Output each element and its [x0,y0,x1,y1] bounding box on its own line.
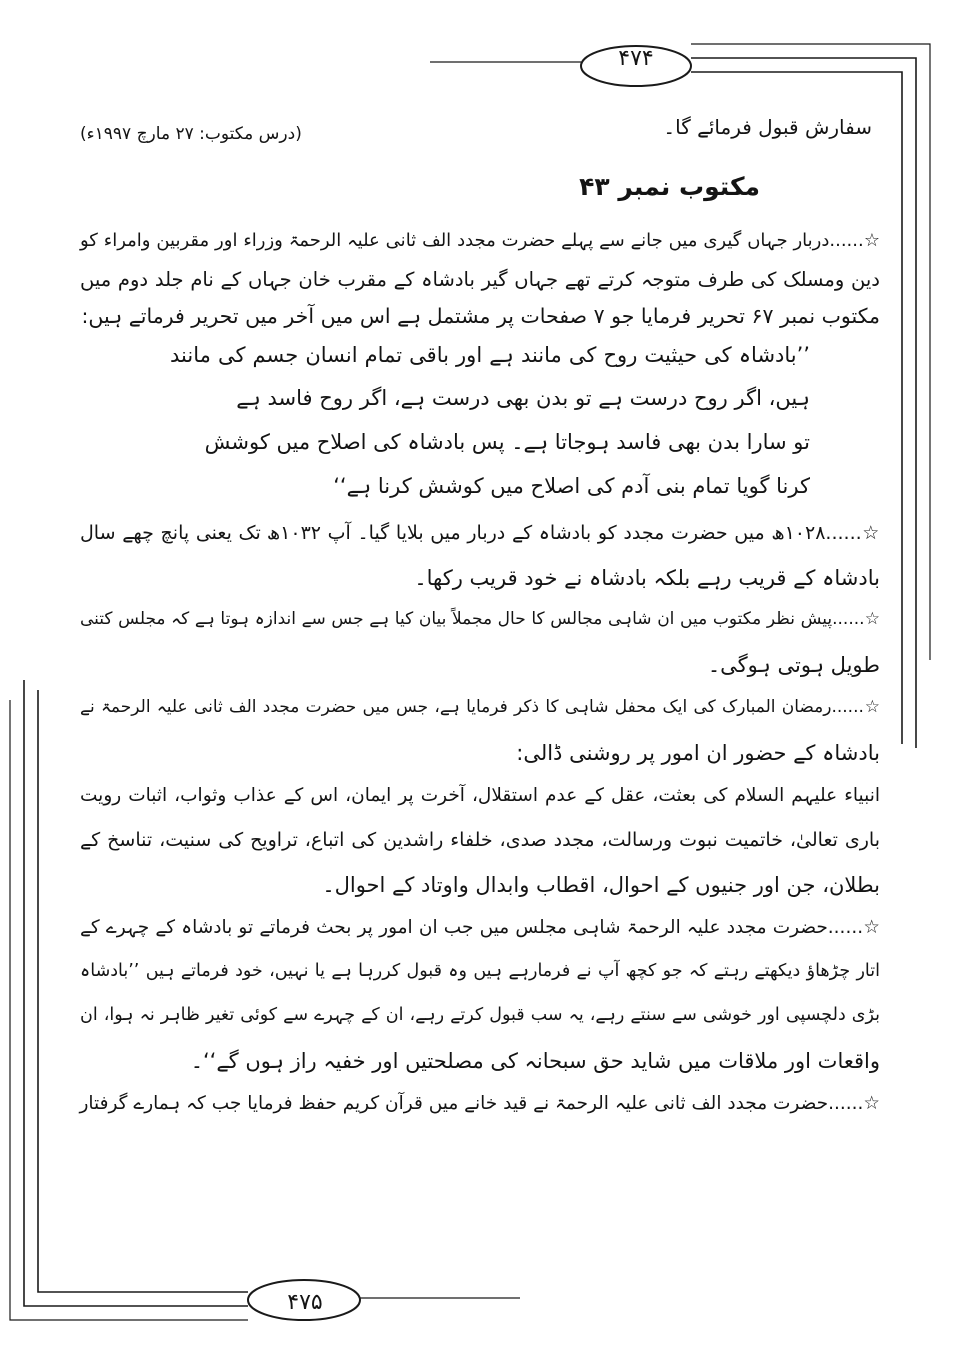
letter-title: مکتوب نمبر ۴۳ [579,172,760,201]
quote-line: ’’بادشاہ کی حیثیت روح کی مانند ہے اور باقی تمام انسان جسم کی مانند [170,343,810,367]
body-line: طویل ہوتی ہوگی۔ [707,653,880,677]
body-line: بادشاہ کے حضور ان امور پر روشنی ڈالی: [516,741,880,765]
bottom-frame-rule-inner [38,690,248,1292]
body-line: بطلان، جن اور جنیوں کے احوال، اقطاب وابدال واوتاد کے احوال۔ [322,873,880,897]
closing-line: سفارش قبول فرمائے گا۔ [663,115,872,139]
body-line: ☆......رمضان المبارک کی ایک محفل شاہی کا ذکر فرمایا ہے، جس میں حضرت مجدد الف ثانی علیہ الرحمۃ نے [80,697,880,717]
body-line: انبیاء علیہم السلام کی بعثت، عقل کے عدم استقلال، آخرت پر ایمان، اس کے عذاب وثواب، اثبات رویت [80,785,880,806]
body-line: بادشاہ کے قریب رہے بلکہ بادشاہ نے خود قریب رکھا۔ [414,566,880,590]
body-line: واقعات اور ملاقات میں شاید حق سبحانہ کی مصلحتیں اور خفیہ راز ہوں گے‘‘۔ [190,1049,880,1073]
body-line: دین ومسلک کی طرف متوجہ کرتے تھے جہاں گیر بادشاہ کے مقرب خان جہاں کے نام جلد دوم میں [80,268,880,291]
body-line: ☆......پیش نظر مکتوب میں ان شاہی مجالس کا حال مجملاً بیان کیا ہے جس سے اندازہ ہوتا ہے کہ مجلس کتنی [80,609,880,629]
body-line: باری تعالیٰ، خاتمیت نبوت ورسالت، مجدد صدی، خلفاء راشدین کی اتباع، تراویح کی سنیت، تناسخ کے [80,829,880,851]
page-number-top: ۴۷۴ [618,46,654,71]
body-line: ☆......حضرت مجدد علیہ الرحمۃ شاہی مجلس میں جب ان امور پر بحث فرماتے تو بادشاہ کے چہرے کے [80,917,880,938]
quote-line: ہیں، اگر روح درست ہے تو بدن بھی درست ہے، اگر روح فاسد ہے [236,386,810,410]
body-line: ☆......۱۰۲۸ھ میں حضرت مجدد کو بادشاہ کے دربار میں بلایا گیا۔ آپ ۱۰۳۲ھ تک یعنی پانچ چھے سال [80,522,880,544]
body-line: ☆......حضرت مجدد الف ثانی علیہ الرحمۃ نے قید خانے میں قرآن کریم حفظ فرمایا جب کہ ہمارے گرفتار [79,1093,880,1114]
body-line: اتار چڑھاؤ دیکھتے رہتے کہ جو کچھ آپ نے فرمارہے ہیں وہ قبول کررہا ہے یا نہیں، خود فرماتے ہیں ’’بادشاہ [80,961,880,981]
body-line: مکتوب نمبر ۶۷ تحریر فرمایا جو ۷ صفحات پر مشتمل ہے اس میں آخر میں تحریر فرماتے ہیں: [81,304,880,328]
lesson-date: (درس مکتوب: ۲۷ مارچ ۱۹۹۷ء) [80,124,302,144]
page-number-bottom: ۴۷۵ [287,1290,323,1315]
quote-line: کرنا گویا تمام بنی آدم کی اصلاح میں کوشش کرنا ہے‘‘ [333,474,810,498]
quote-line: تو سارا بدن بھی فاسد ہوجاتا ہے۔ پس بادشاہ کی اصلاح میں کوشش [204,430,810,454]
bottom-frame-rule-outer [24,680,248,1306]
body-line: ☆......دربار جہاں گیری میں جانے سے پہلے حضرت مجدد الف ثانی علیہ الرحمۃ وزراء اور مقربین وامراء کو [80,230,880,251]
body-line: بڑی دلچسپی اور خوشی سے سنتے رہے، یہ سب قبول کرتے رہے، ان کے چہرے سے کوئی تغیر ظاہر نہ ہوا، ان [80,1005,880,1025]
